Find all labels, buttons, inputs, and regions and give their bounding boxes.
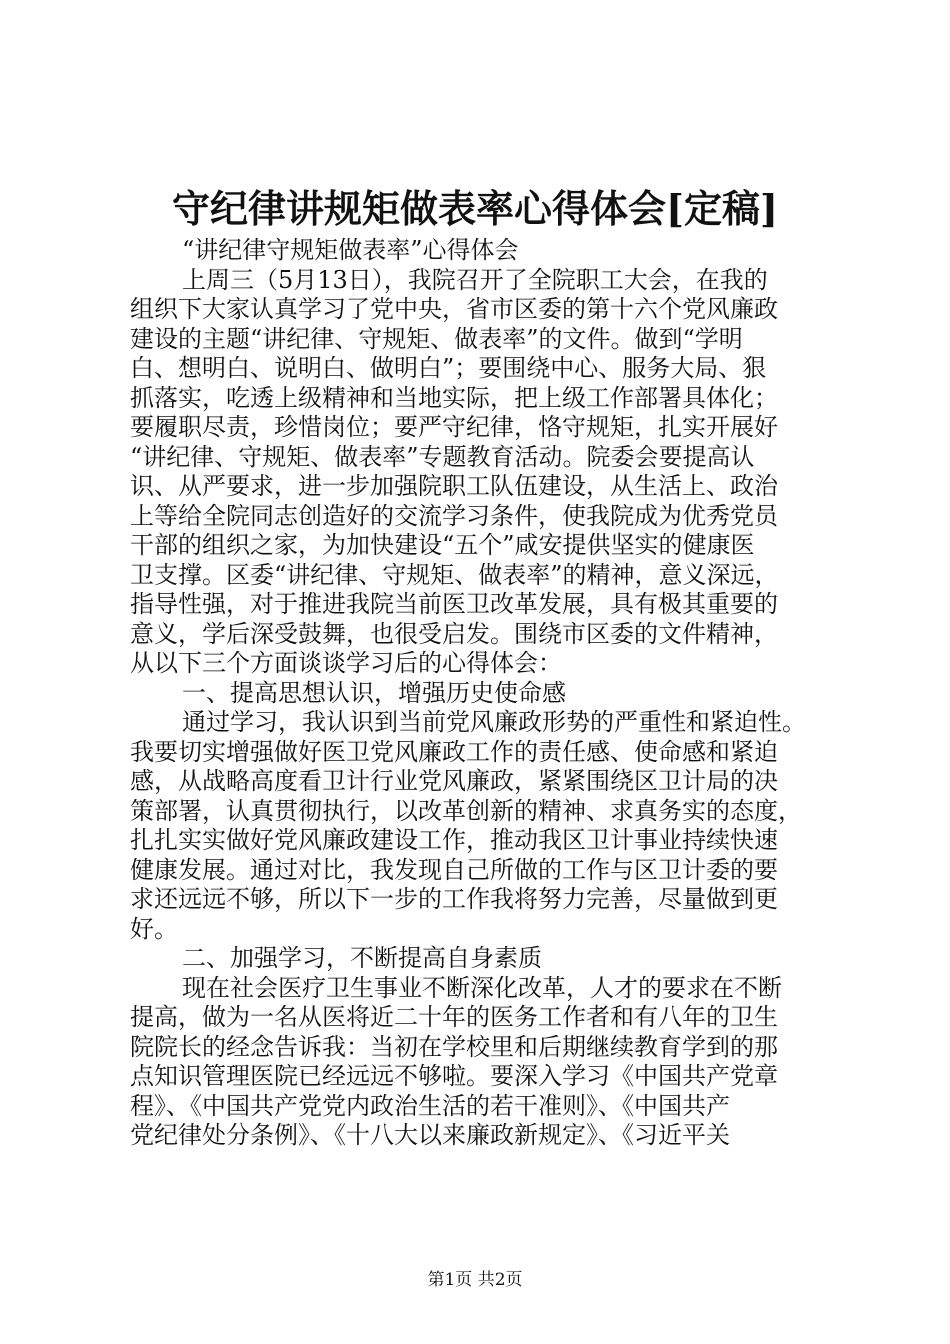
body-line: “讲纪律、守规矩、做表率”专题教育活动。院委会要提高认 xyxy=(130,442,755,471)
body-line: 卫支撑。区委“讲纪律、守规矩、做表率”的精神，意义深远， xyxy=(130,560,779,589)
body-line: 求还远远不够，所以下一步的工作我将努力完善，尽量做到更 xyxy=(130,885,778,913)
body-line: 二、加强学习，不断提高自身素质 xyxy=(182,944,542,972)
body-line: 要履职尽责，珍惜岗位；要严守纪律，恪守规矩，扎实开展好 xyxy=(130,413,778,441)
page-footer: 第1页 共2页 xyxy=(427,1270,523,1290)
body-line: 现在社会医疗卫生事业不断深化改革，人才的要求在不断 xyxy=(182,973,782,1002)
body-line: 上等给全院同志创造好的交流学习条件，使我院成为优秀党员 xyxy=(130,501,778,530)
body-line: 院院长的经念告诉我：当初在学校里和后期继续教育学到的那 xyxy=(130,1032,778,1061)
body-line: 白、想明白、说明白、做明白”；要围绕中心、服务大局、狠 xyxy=(130,354,767,382)
body-line: 我要切实增强做好医卫党风廉政工作的责任感、使命感和紧迫 xyxy=(130,737,778,766)
body-line: 程》、《中国共产党党内政治生活的若干准则》、《中国共产 xyxy=(130,1091,730,1120)
body-line: 抓落实，吃透上级精神和当地实际，把上级工作部署具体化； xyxy=(130,383,778,412)
body-line: 建设的主题“讲纪律、守规矩、做表率”的文件。做到“学明 xyxy=(130,324,743,353)
body-line: 提高，做为一名从医将近二十年的医务工作者和有八年的卫生 xyxy=(130,1003,778,1031)
body-line: “讲纪律守规矩做表率”心得体会 xyxy=(182,236,519,264)
body-line: 点知识管理医院已经远远不够啦。要深入学习《中国共产党章 xyxy=(130,1062,778,1090)
document-title: 守纪律讲规矩做表率心得体会[定稿] xyxy=(172,186,778,231)
body-line: 指导性强，对于推进我院当前医卫改革发展，具有极其重要的 xyxy=(130,590,778,618)
body-line: 党纪律处分条例》、《十八大以来廉政新规定》、《习近平关 xyxy=(130,1121,730,1149)
body-line: 上周三（5月13日），我院召开了全院职工大会，在我的 xyxy=(182,265,768,294)
body-line: 一、提高思想认识，增强历史使命感 xyxy=(182,678,566,707)
body-line: 组织下大家认真学习了党中央，省市区委的第十六个党风廉政 xyxy=(130,295,778,323)
body-line: 识、从严要求，进一步加强院职工队伍建设，从生活上、政治 xyxy=(130,472,778,500)
body-line: 健康发展。通过对比，我发现自己所做的工作与区卫计委的要 xyxy=(130,855,778,884)
body-line: 扎扎实实做好党风廉政建设工作，推动我区卫计事业持续快速 xyxy=(130,826,778,854)
body-line: 好。 xyxy=(130,914,178,943)
body-line: 从以下三个方面谈谈学习后的心得体会： xyxy=(130,649,562,677)
body-line: 通过学习，我认识到当前党风廉政形势的严重性和紧迫性。 xyxy=(182,708,806,736)
body-line: 策部署，认真贯彻执行，以改革创新的精神、求真务实的态度， xyxy=(130,796,802,825)
body-line: 干部的组织之家，为加快建设“五个”咸安提供坚实的健康医 xyxy=(130,531,755,559)
body-line: 意义，学后深受鼓舞，也很受启发。围绕市区委的文件精神， xyxy=(130,619,778,648)
body-line: 感，从战略高度看卫计行业党风廉政，紧紧围绕区卫计局的决 xyxy=(130,767,778,795)
document-body xyxy=(130,236,840,1151)
